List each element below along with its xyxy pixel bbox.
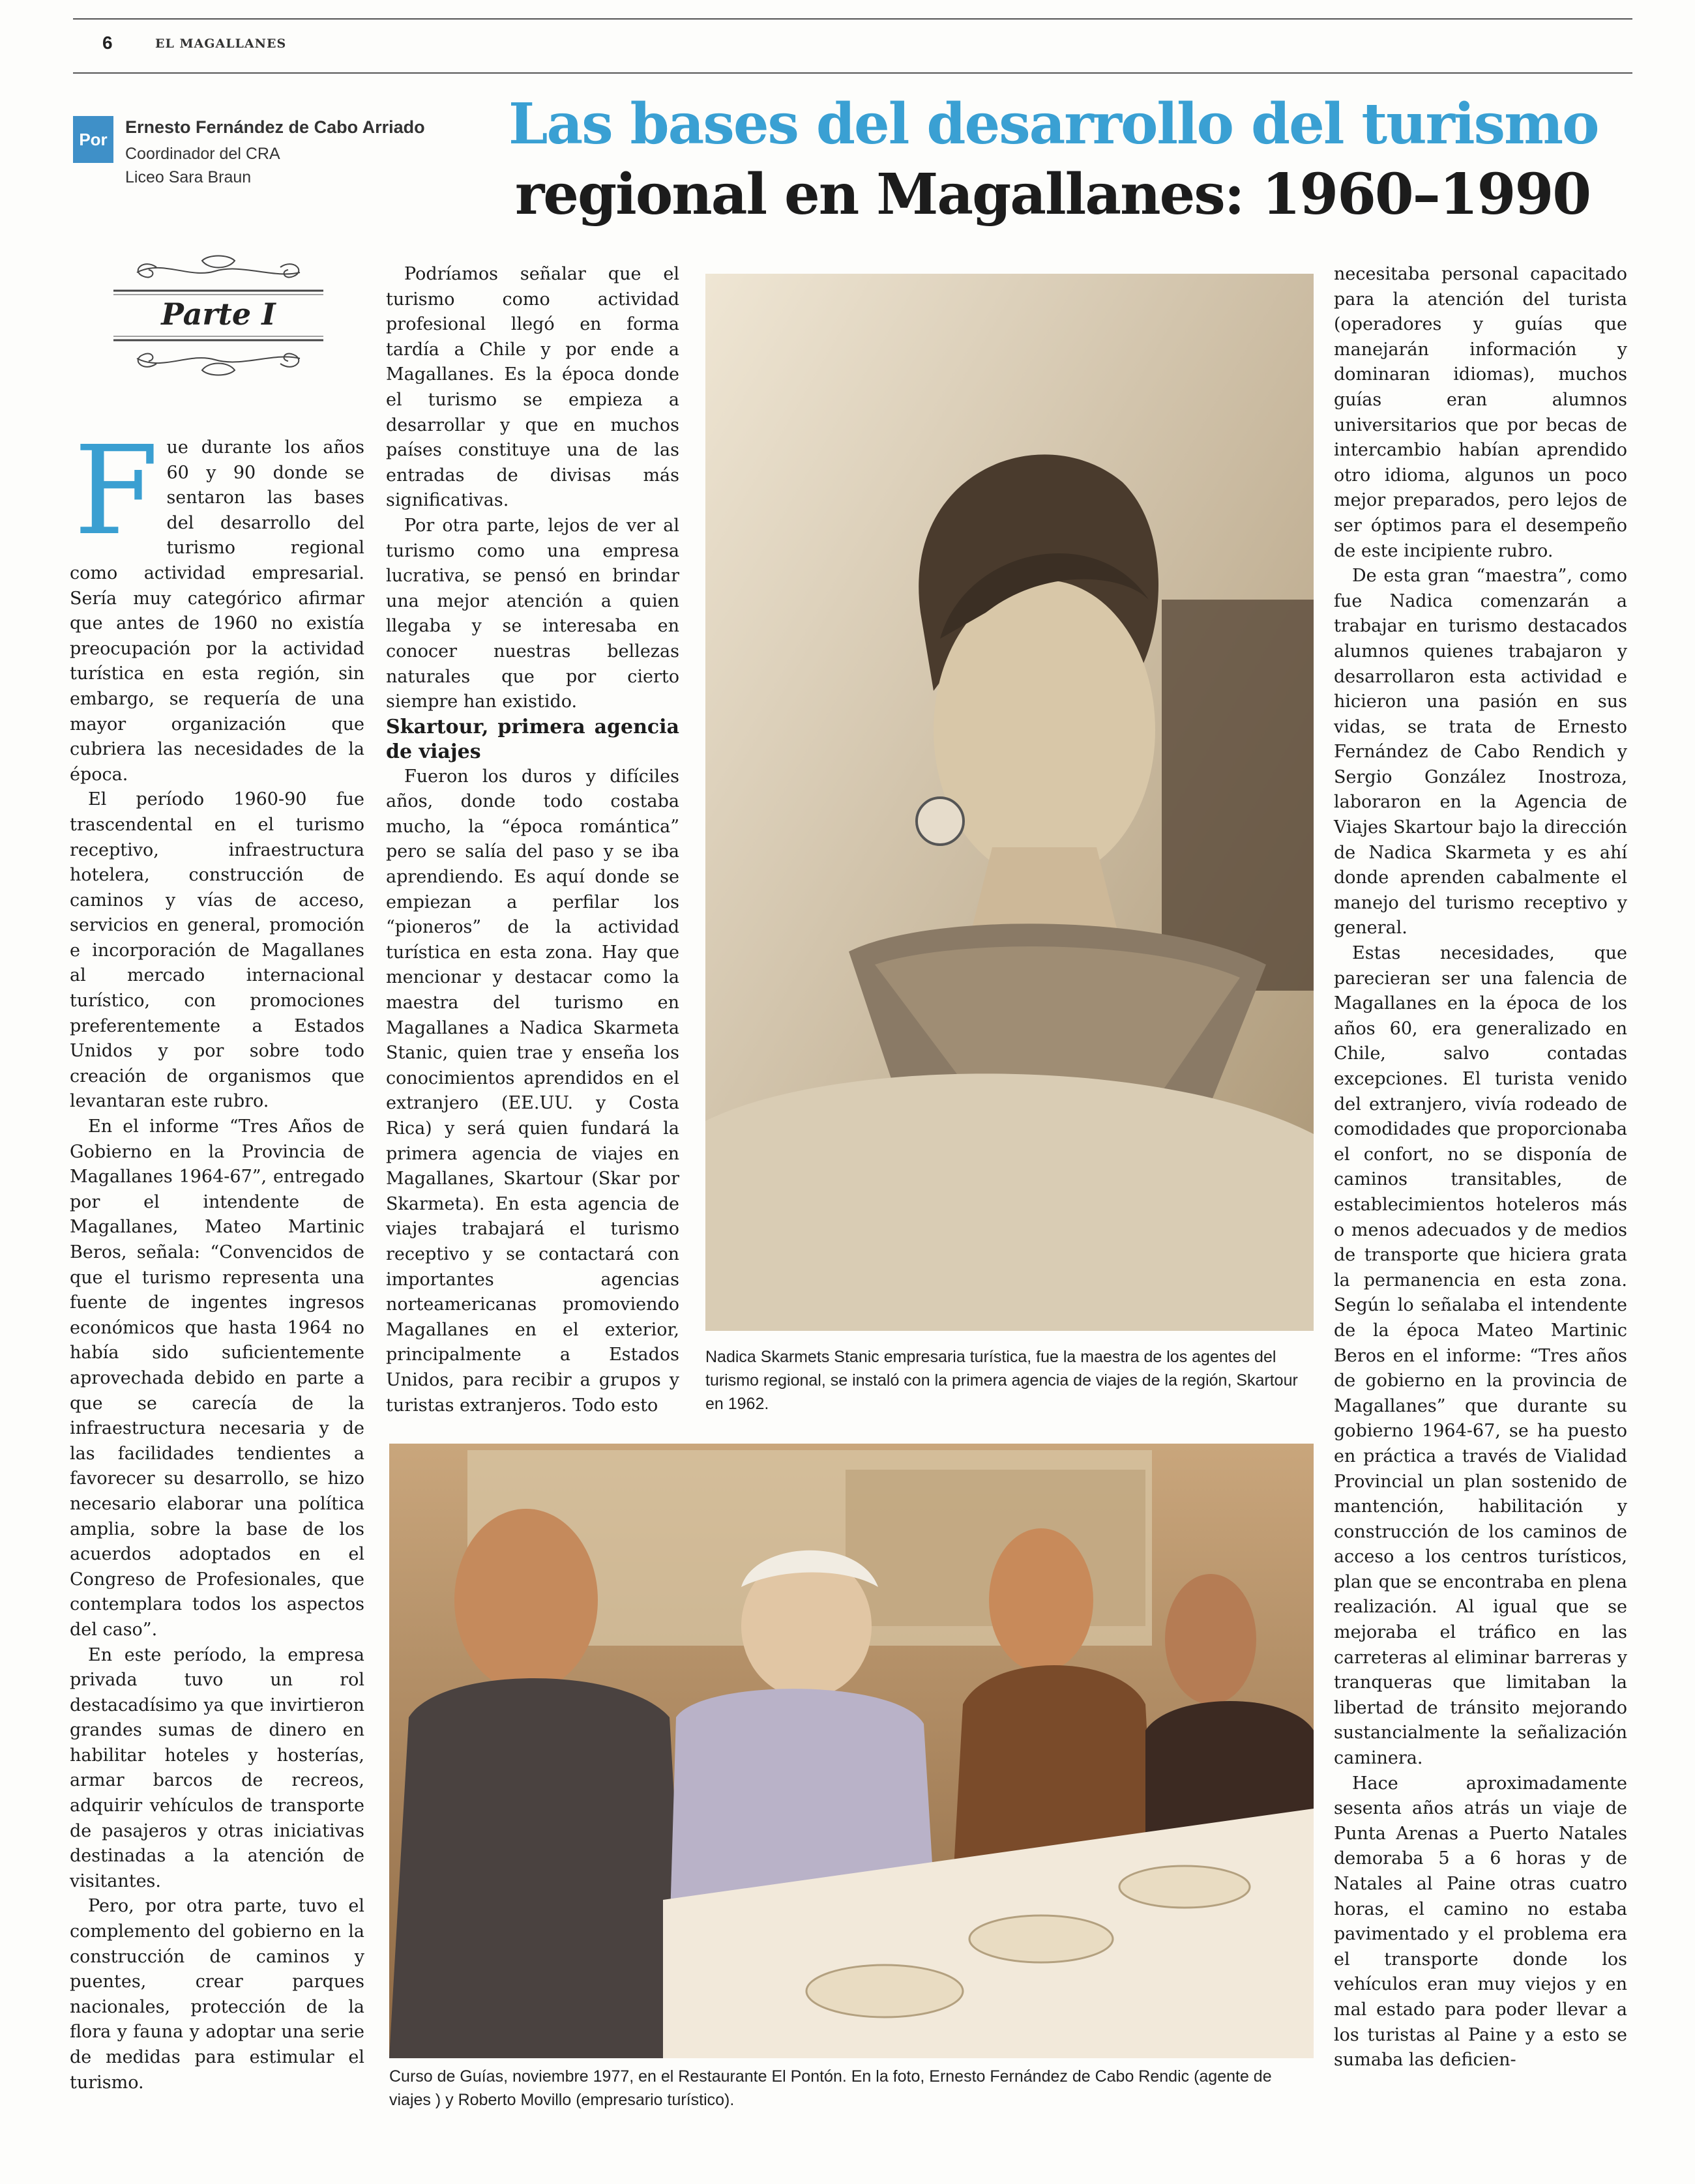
header-top-rule bbox=[73, 18, 1632, 20]
column-1 bbox=[70, 420, 364, 2095]
masthead: EL MAGALLANES bbox=[155, 36, 287, 51]
author-school: Liceo Sara Braun bbox=[125, 168, 252, 186]
headline-line-1: Las bases del desarrollo del turismo bbox=[508, 91, 1599, 157]
por-badge: Por bbox=[73, 116, 113, 163]
drop-cap: F bbox=[74, 420, 159, 562]
column-3 bbox=[1334, 262, 1627, 2073]
col1-paragraph-3: En el informe “Tres Años de Gobierno en la Provincia de Magallanes 1964-67”, entregado por el intendente de Magallanes, Mateo Martinic Beros, señala: “Convencidos de que el turismo representa una fuente de ingentes ingresos económicos que hasta 1964 no había sido suficientemente aprovechada debido en parte a que se carecía de la infraestructura necesaria y de las facilidades tendientes a favorecer su desarrollo, se hizo necesario elaborar una política amplia, sobre la base de los acuerdos adoptados en el Congreso de Profesionales, que contemplara todos los aspectos del caso”. bbox=[70, 1116, 364, 1640]
col2-subheading: Skartour, primera agencia de viajes bbox=[386, 715, 679, 763]
col1-paragraph-2: El período 1960-90 fue trascendental en el turismo receptivo, infraestructura hotelera, construcción de caminos y vías de acceso, servicios en general, promoción e incorporación de Magallanes al mercado internacional turístico, con promociones preferentemente a Estados Unidos y por sobre todo creación de organismos que levantaran este rubro. bbox=[70, 789, 364, 1112]
ornament-scroll-icon bbox=[111, 253, 326, 378]
photo1-caption: Nadica Skarmets Stanic empresaria turística, fue la maestra de los agentes del turismo regional, se instaló con la primera agencia de viajes de la región, Skartour en 1962. bbox=[705, 1348, 1298, 1413]
col2-paragraph-3: Fueron los duros y difíciles años, donde todo costaba mucho, la “época romántica” pero se salía del paso y se iba aprendiendo. Es aquí donde se empiezan a perfilar los “pioneros” de la actividad turística en esta zona. Hay que mencionar y destacar como la maestra del turismo en Magallanes a Nadica Skarmeta Stanic, quien trae y enseña los conocimientos aprendidos en el extranjero (EE.UU. y Costa Rica) y será quien fundará la primera agencia de viajes en Magallanes, Skartour (Skar por Skarmeta). En esta agencia de viajes trabajará el turismo receptivo y se contactará con importantes agencias norteamericanas promoviendo Magallanes en el exterior, principalmente a Estados Unidos, para recibir a grupos y turistas extranjeros. Todo esto bbox=[386, 766, 679, 1416]
group-photo bbox=[389, 1444, 1314, 2058]
column-2 bbox=[386, 262, 679, 1418]
portrait-photo bbox=[705, 274, 1314, 1331]
col1-paragraph-5: Pero, por otra parte, tuvo el complemento del gobierno en la construcción de caminos y puentes, crear parques nacionales, protección de la flora y fauna y adoptar una serie de medidas para estimular el turismo. bbox=[70, 1896, 364, 2093]
col3-paragraph-1: necesitaba personal capacitado para la atención del turista (operadores y guías que manejarán información y dominaran idiomas), muchos guías eran alumnos universitarios que por becas de intercambio habían aprendido otro idioma, algunos un poco mejor preparados, pero lejos de ser óptimos para el desempeño de este incipiente rubro. bbox=[1334, 264, 1627, 561]
col2-paragraph-1: Podríamos señalar que el turismo como actividad profesional llegó en forma tardía a Chile y por ende a Magallanes. Es la época donde el turismo se empieza a desarrollar y que en muchos países constituye una de las entradas de divisas más significativas. bbox=[386, 264, 679, 511]
page-number: 6 bbox=[102, 33, 113, 53]
parte-label: Parte I bbox=[161, 297, 276, 332]
col1-paragraph-4: En este período, la empresa privada tuvo un rol destacadísimo ya que invirtieron grandes sumas de dinero en habilitar hoteles y hosterías, armar barcos de recreos, adquirir vehículos de transporte de pasajeros y otras iniciativas destinadas a la atención de visitantes. bbox=[70, 1644, 364, 1891]
author-name: Ernesto Fernández de Cabo Arriado bbox=[125, 117, 425, 137]
header-bottom-rule bbox=[73, 72, 1632, 74]
photo2-caption: Curso de Guías, noviembre 1977, en el Restaurante El Pontón. En la foto, Ernesto Fernández de Cabo Rendic (agente de viajes ) y Roberto Movillo (empresario turístico). bbox=[389, 2067, 1272, 2109]
col2-paragraph-2: Por otra parte, lejos de ver al turismo como una empresa lucrativa, se pensó en brindar una mejor atención a quien llegaba y se interesaba en conocer nuestras bellezas naturales que por cierto siempre han existido. bbox=[386, 515, 679, 712]
col3-paragraph-4: Hace aproximadamente sesenta años atrás un viaje de Punta Arenas a Puerto Natales demoraba 5 a 6 horas y de Natales al Paine otras cuatro horas, el camino no estaba pavimentado y el problema era el transporte donde los vehículos eran muy viejos y en mal estado para poder llevar a los turistas al Paine y a esto se sumaba las deficien- bbox=[1334, 1773, 1627, 2071]
group-illustration bbox=[389, 1444, 1314, 2058]
section-ornament bbox=[111, 253, 326, 378]
author-role: Coordinador del CRA bbox=[125, 145, 280, 163]
col1-paragraph-1 bbox=[70, 420, 364, 787]
headline-line-2: regional en Magallanes: 1960–1990 bbox=[515, 162, 1591, 227]
col3-paragraph-2: De esta gran “maestra”, como fue Nadica comenzarán a trabajar en turismo destacados alumnos quienes trabajaron y desarrollaron esta actividad e hicieron una pasión en sus vidas, se trata de Ernesto Fernández de Cabo Rendich y Sergio González Inostroza, laboraron en la Agencia de Viajes Skartour bajo la dirección de Nadica Skarmeta y es ahí donde aprenden cabalmente el manejo del turismo receptivo y general. bbox=[1334, 566, 1627, 939]
col1-p1-text: ue durante los años 60 y 90 donde se sentaron las bases del desarrollo del turismo regional como actividad empresarial. Sería muy categórico afirmar que antes de 1960 no existía preocupación por la actividad turística en esta región, sin embargo, se requería de una mayor organización que cubriera las necesidades de la época. bbox=[70, 437, 364, 785]
portrait-illustration bbox=[705, 274, 1314, 1331]
col3-paragraph-3: Estas necesidades, que parecieran ser una falencia de Magallanes en la época de los años 60, era generalizado en Chile, salvo contadas excepciones. El turista venido del extranjero, vivía rodeado de comodidades que proporcionaba el confort, no se disponía de caminos transitables, de establecimientos hoteleros más o menos adecuados y de medios de transporte que hiciera grata la permanencia en esta zona. Según lo señalaba el intendente de la época Mateo Martinic Beros en el informe: “Tres años de gobierno en la provincia de Magallanes” que durante su gobierno 1964-67, se ha puesto en práctica a través de Vialidad Provincial un plan sostenido de mantención, habilitación y construcción de los caminos de acceso a los centros turísticos, plan que se encontraba en plena realización. Al igual que se mejoraba el tráfico en las carreteras al eliminar barreras y tranqueras que limitaban la libertad de tránsito mejorando sustancialmente la señalización caminera. bbox=[1334, 943, 1627, 1769]
